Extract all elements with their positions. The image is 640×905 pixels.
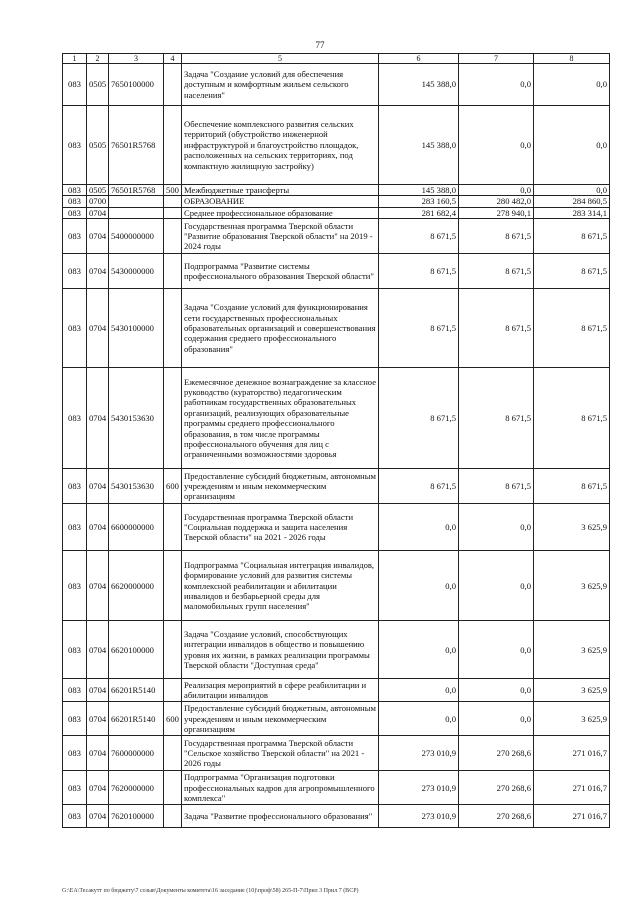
table-row — [63, 185, 610, 196]
cell-amount-year3: 0,0 — [534, 185, 610, 196]
cell-section-code: 0704 — [87, 469, 109, 504]
cell-section-code: 0704 — [87, 736, 109, 771]
cell-expense-type — [164, 805, 182, 828]
cell-expense-type — [164, 368, 182, 469]
cell-amount-year2: 280 482,0 — [459, 196, 534, 207]
cell-expense-type — [164, 771, 182, 805]
cell-amount-year3: 271 016,7 — [534, 771, 610, 805]
cell-description: Межбюджетные трансферты — [182, 185, 379, 196]
column-number: 4 — [164, 54, 182, 64]
table-row — [63, 219, 610, 254]
cell-target-article: 7650100000 — [109, 64, 164, 106]
table-row — [63, 621, 610, 679]
cell-amount-year3: 8 671,5 — [534, 368, 610, 469]
table-row — [63, 551, 610, 621]
cell-amount-year1: 145 388,0 — [379, 106, 459, 185]
cell-expense-type — [164, 106, 182, 185]
cell-description: Обеспечение комплексного развития сельских территорий (обустройство инженерной инфраструктурой и благоустройство площадок, расположенных на сельских территориях, под компактную жилищную застройку) — [182, 106, 379, 185]
cell-admin-code: 083 — [63, 504, 87, 551]
cell-amount-year2: 270 268,6 — [459, 805, 534, 828]
table-row — [63, 207, 610, 218]
cell-target-article: 66201R5140 — [109, 702, 164, 736]
cell-amount-year3: 8 671,5 — [534, 289, 610, 368]
cell-expense-type — [164, 551, 182, 621]
cell-description: Задача "Создание условий для функционирования сети государственных профессиональных образовательных организаций и совершенствования содержания среднего профессионального образования" — [182, 289, 379, 368]
cell-section-code: 0505 — [87, 185, 109, 196]
cell-amount-year1: 8 671,5 — [379, 254, 459, 289]
cell-target-article: 5430153630 — [109, 469, 164, 504]
cell-expense-type: 500 — [164, 185, 182, 196]
table-row — [63, 805, 610, 828]
cell-amount-year1: 8 671,5 — [379, 219, 459, 254]
cell-target-article: 6620000000 — [109, 551, 164, 621]
column-number: 7 — [459, 54, 534, 64]
cell-admin-code: 083 — [63, 469, 87, 504]
cell-amount-year2: 8 671,5 — [459, 219, 534, 254]
cell-amount-year1: 283 160,5 — [379, 196, 459, 207]
cell-section-code: 0505 — [87, 64, 109, 106]
cell-section-code: 0704 — [87, 621, 109, 679]
cell-amount-year3: 0,0 — [534, 64, 610, 106]
cell-description: ОБРАЗОВАНИЕ — [182, 196, 379, 207]
cell-admin-code: 083 — [63, 106, 87, 185]
cell-expense-type — [164, 196, 182, 207]
cell-amount-year2: 0,0 — [459, 679, 534, 702]
page-number: 77 — [315, 40, 325, 50]
cell-description: Государственная программа Тверской области "Сельское хозяйство Тверской области" на 2021 - 2026 годы — [182, 736, 379, 771]
column-number: 6 — [379, 54, 459, 64]
table-row — [63, 504, 610, 551]
cell-target-article: 5430100000 — [109, 289, 164, 368]
cell-admin-code: 083 — [63, 621, 87, 679]
cell-expense-type — [164, 254, 182, 289]
cell-admin-code: 083 — [63, 679, 87, 702]
cell-amount-year2: 0,0 — [459, 106, 534, 185]
cell-amount-year3: 3 625,9 — [534, 621, 610, 679]
cell-section-code: 0704 — [87, 771, 109, 805]
cell-admin-code: 083 — [63, 771, 87, 805]
cell-section-code: 0704 — [87, 254, 109, 289]
cell-amount-year2: 270 268,6 — [459, 771, 534, 805]
cell-description: Подпрограмма "Развитие системы профессионального образования Тверской области" — [182, 254, 379, 289]
cell-description: Задача "Создание условий для обеспечения доступным и комфортным жильем сельского населения" — [182, 64, 379, 106]
cell-section-code: 0704 — [87, 551, 109, 621]
cell-amount-year1: 0,0 — [379, 702, 459, 736]
cell-description: Задача "Создание условий, способствующих интеграции инвалидов в общество и повышению уровня их жизни, в рамках реализации программы Тверской области "Доступная среда" — [182, 621, 379, 679]
cell-expense-type — [164, 219, 182, 254]
cell-amount-year3: 3 625,9 — [534, 504, 610, 551]
cell-expense-type: 600 — [164, 702, 182, 736]
cell-target-article: 66201R5140 — [109, 679, 164, 702]
cell-target-article: 76501R5768 — [109, 106, 164, 185]
cell-description: Предоставление субсидий бюджетным, автономным учреждениям и иным некоммерческим организациям — [182, 702, 379, 736]
cell-admin-code: 083 — [63, 736, 87, 771]
column-number: 1 — [63, 54, 87, 64]
table-row — [63, 289, 610, 368]
cell-target-article: 7620100000 — [109, 805, 164, 828]
cell-admin-code: 083 — [63, 702, 87, 736]
cell-admin-code: 083 — [63, 551, 87, 621]
cell-amount-year3: 8 671,5 — [534, 469, 610, 504]
table-row — [63, 368, 610, 469]
table-row — [63, 254, 610, 289]
cell-amount-year2: 8 671,5 — [459, 469, 534, 504]
cell-expense-type — [164, 289, 182, 368]
cell-target-article: 5430000000 — [109, 254, 164, 289]
cell-amount-year2: 8 671,5 — [459, 368, 534, 469]
cell-section-code: 0704 — [87, 504, 109, 551]
cell-admin-code: 083 — [63, 289, 87, 368]
cell-description: Ежемесячное денежное вознаграждение за классное руководство (кураторство) педагогическим работникам государственных образовательных организаций, реализующих образовательные программы среднего профессионального образования, в том числе программы профессионального обучения для лиц с ограниченными возможностями здоровья — [182, 368, 379, 469]
cell-amount-year2: 0,0 — [459, 185, 534, 196]
cell-expense-type — [164, 504, 182, 551]
cell-target-article: 5400000000 — [109, 219, 164, 254]
cell-section-code: 0704 — [87, 702, 109, 736]
cell-description: Подпрограмма "Организация подготовки профессиональных кадров для агропромышленного комплекса" — [182, 771, 379, 805]
cell-description: Государственная программа Тверской области "Социальная поддержка и защита населения Тверской области" на 2021 - 2026 годы — [182, 504, 379, 551]
cell-amount-year2: 8 671,5 — [459, 254, 534, 289]
cell-amount-year1: 0,0 — [379, 679, 459, 702]
cell-description: Задача "Развитие профессионального образования" — [182, 805, 379, 828]
cell-amount-year1: 273 010,9 — [379, 805, 459, 828]
cell-admin-code: 083 — [63, 368, 87, 469]
cell-section-code: 0700 — [87, 196, 109, 207]
table-row — [63, 106, 610, 185]
cell-admin-code: 083 — [63, 196, 87, 207]
cell-target-article: 5430153630 — [109, 368, 164, 469]
table-row — [63, 736, 610, 771]
cell-description: Государственная программа Тверской области "Развитие образования Тверской области" на 2019 - 2024 годы — [182, 219, 379, 254]
cell-expense-type — [164, 736, 182, 771]
cell-amount-year1: 273 010,9 — [379, 771, 459, 805]
cell-amount-year1: 0,0 — [379, 621, 459, 679]
cell-amount-year3: 0,0 — [534, 106, 610, 185]
table-row — [63, 196, 610, 207]
cell-admin-code: 083 — [63, 64, 87, 106]
table-row — [63, 771, 610, 805]
budget-table — [62, 53, 610, 828]
column-number: 5 — [182, 54, 379, 64]
cell-amount-year3: 271 016,7 — [534, 736, 610, 771]
column-number-row — [63, 54, 610, 64]
table-row — [63, 469, 610, 504]
cell-section-code: 0505 — [87, 106, 109, 185]
cell-amount-year1: 8 671,5 — [379, 368, 459, 469]
table-row — [63, 64, 610, 106]
cell-amount-year1: 8 671,5 — [379, 289, 459, 368]
cell-target-article: 6620100000 — [109, 621, 164, 679]
table-row — [63, 702, 610, 736]
cell-admin-code: 083 — [63, 805, 87, 828]
cell-target-article: 7620000000 — [109, 771, 164, 805]
cell-amount-year3: 283 314,1 — [534, 207, 610, 218]
cell-expense-type — [164, 679, 182, 702]
cell-amount-year3: 3 625,9 — [534, 551, 610, 621]
cell-amount-year1: 0,0 — [379, 504, 459, 551]
cell-section-code: 0704 — [87, 679, 109, 702]
cell-amount-year2: 0,0 — [459, 621, 534, 679]
cell-amount-year2: 0,0 — [459, 551, 534, 621]
cell-amount-year1: 145 388,0 — [379, 185, 459, 196]
cell-amount-year1: 0,0 — [379, 551, 459, 621]
cell-amount-year2: 278 940,1 — [459, 207, 534, 218]
cell-expense-type — [164, 621, 182, 679]
cell-description: Подпрограмма "Социальная интеграция инвалидов, формирование условий для развития системы комплексной реабилитации и абилитации инвалидов и безбарьерной среды для маломобильных групп населения" — [182, 551, 379, 621]
cell-section-code: 0704 — [87, 207, 109, 218]
cell-expense-type — [164, 64, 182, 106]
cell-amount-year3: 3 625,9 — [534, 702, 610, 736]
cell-amount-year2: 0,0 — [459, 64, 534, 106]
cell-target-article: 7600000000 — [109, 736, 164, 771]
cell-target-article — [109, 207, 164, 218]
cell-amount-year2: 8 671,5 — [459, 289, 534, 368]
cell-target-article: 6600000000 — [109, 504, 164, 551]
cell-description: Среднее профессиональное образование — [182, 207, 379, 218]
file-path-footer: G:\ЕА\Тесакутт по бюджету\7 созыв\Документы комитета\16 заседание (10)\проф\58) 265-П-7\Прил 3 Прил 7 (ВСР) — [62, 888, 359, 894]
cell-amount-year1: 8 671,5 — [379, 469, 459, 504]
cell-admin-code: 083 — [63, 219, 87, 254]
cell-section-code: 0704 — [87, 805, 109, 828]
cell-amount-year2: 0,0 — [459, 702, 534, 736]
cell-amount-year3: 3 625,9 — [534, 679, 610, 702]
column-number: 8 — [534, 54, 610, 64]
cell-amount-year1: 145 388,0 — [379, 64, 459, 106]
cell-amount-year3: 284 860,5 — [534, 196, 610, 207]
cell-section-code: 0704 — [87, 289, 109, 368]
cell-amount-year1: 273 010,9 — [379, 736, 459, 771]
cell-expense-type — [164, 207, 182, 218]
cell-amount-year3: 8 671,5 — [534, 254, 610, 289]
cell-expense-type: 600 — [164, 469, 182, 504]
cell-target-article: 76501R5768 — [109, 185, 164, 196]
cell-description: Предоставление субсидий бюджетным, автономным учреждениям и иным некоммерческим организациям — [182, 469, 379, 504]
table-row — [63, 679, 610, 702]
cell-section-code: 0704 — [87, 219, 109, 254]
column-number: 3 — [109, 54, 164, 64]
cell-admin-code: 083 — [63, 207, 87, 218]
cell-amount-year3: 8 671,5 — [534, 219, 610, 254]
cell-admin-code: 083 — [63, 254, 87, 289]
cell-amount-year1: 281 682,4 — [379, 207, 459, 218]
cell-amount-year2: 0,0 — [459, 504, 534, 551]
cell-target-article — [109, 196, 164, 207]
cell-amount-year2: 270 268,6 — [459, 736, 534, 771]
cell-section-code: 0704 — [87, 368, 109, 469]
cell-amount-year3: 271 016,7 — [534, 805, 610, 828]
column-number: 2 — [87, 54, 109, 64]
cell-admin-code: 083 — [63, 185, 87, 196]
cell-description: Реализация мероприятий в сфере реабилитации и абилитации инвалидов — [182, 679, 379, 702]
